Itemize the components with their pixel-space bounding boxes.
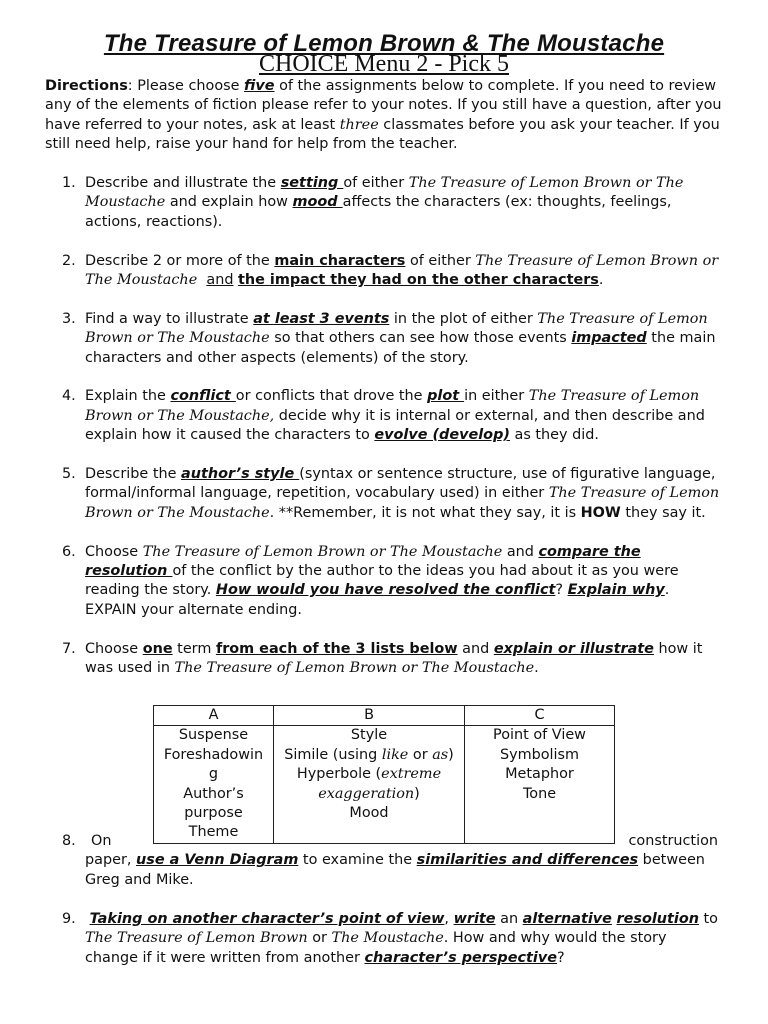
item-text: the main characters and other aspects (elements) of the story.: [85, 330, 716, 366]
item-number: 9.: [62, 911, 76, 927]
item-text: as they did.: [509, 427, 599, 444]
item-text: an: [495, 911, 523, 927]
keyword-write: write: [453, 911, 496, 927]
item-text: . EXPAIN your alternate ending.: [85, 582, 670, 618]
term: [274, 765, 464, 784]
item-number: 3.: [62, 310, 76, 327]
item-text-continued: [85, 851, 725, 890]
item-number: 1.: [62, 175, 76, 191]
item-text: .: [534, 660, 539, 677]
item-text: ?: [556, 949, 565, 966]
term: Author’s: [183, 785, 244, 802]
term: Style: [350, 727, 388, 744]
term: g: [208, 766, 219, 783]
item-text: they say it.: [620, 504, 706, 521]
item-text: Choose: [85, 640, 143, 657]
item-number: 6.: [62, 543, 76, 560]
assignment-item-2: [62, 252, 722, 291]
item-text: [197, 272, 206, 288]
assignment-item-5: [62, 465, 722, 523]
assignment-item-7: [62, 640, 722, 679]
item-text: affects the characters (ex: thoughts, feelings, actions, reactions).: [85, 194, 672, 230]
term: Theme: [188, 824, 239, 841]
term: Symbolism: [499, 746, 580, 763]
term: purpose: [184, 805, 243, 822]
item-number: 8.: [62, 833, 76, 849]
item-text: . How and why would the story change if it were written from another: [85, 930, 667, 966]
emphasis-three: three: [339, 116, 379, 133]
item-number: 5.: [62, 466, 76, 483]
item-text: or: [307, 930, 332, 947]
keyword-and: and: [206, 272, 234, 289]
term-part: as: [432, 746, 449, 763]
keyword-explain-illustrate: explain or illustrate: [493, 640, 654, 657]
item-text: term: [172, 640, 216, 657]
document-title: The Treasure of Lemon Brown & The Moustache: [103, 30, 665, 57]
directions-text: classmates before you ask your teacher. If you still need help, raise your hand for help from the teacher.: [45, 116, 720, 153]
term-part: Simile (using: [284, 746, 382, 763]
keyword-one: one: [142, 640, 173, 657]
term: [274, 746, 464, 765]
item-text: decide why it is internal or external, and then describe and explain how it caused the characters to: [85, 407, 705, 444]
assignment-item-9-wrapper: [62, 910, 722, 988]
keyword-conflict: conflict: [170, 388, 236, 405]
column-c-terms: [465, 726, 615, 843]
item-text: and explain how: [165, 194, 293, 211]
item-text: Describe the: [85, 466, 182, 483]
term: Point of View: [493, 727, 586, 744]
story-title: The Treasure of Lemon Brown or The Moustache: [85, 310, 708, 347]
term-part: like: [381, 746, 409, 763]
item-number: 4.: [62, 388, 76, 405]
keyword-how: HOW: [580, 504, 621, 521]
item-text: Describe and illustrate the: [85, 175, 281, 191]
item-text: or conflicts that drove the: [235, 388, 428, 405]
keyword-impact: the impact they had on the other characters: [238, 272, 599, 289]
item-text: how it was used in: [85, 640, 703, 677]
item-text: of either: [405, 252, 476, 269]
assignment-item-3: [62, 310, 722, 368]
keyword-main-characters: main characters: [274, 252, 406, 269]
item-text: ,: [444, 911, 454, 927]
keyword-setting: setting: [280, 175, 344, 191]
directions-label: Directions: [45, 78, 128, 94]
item-text: . **Remember, it is not what they say, it is: [269, 504, 581, 521]
item-text: .: [598, 272, 604, 289]
item-text: between Greg and Mike.: [85, 852, 705, 888]
item-text: Choose: [85, 543, 143, 560]
term: [274, 785, 464, 804]
item-text: Find a way to illustrate: [85, 310, 254, 327]
term: Metaphor: [505, 766, 574, 783]
document-subtitle: CHOICE Menu 2 - Pick 5: [259, 51, 509, 77]
story-title: The Moustache: [331, 930, 444, 947]
keyword-alternative: alternative: [522, 911, 612, 927]
keyword-resolution: resolution: [616, 911, 699, 927]
keyword-venn-diagram: use a Venn Diagram: [136, 852, 299, 869]
item-text: of the conflict by the author to the ideas you had about it as you were reading the story.: [85, 563, 679, 599]
keyword-mood: mood: [292, 194, 343, 211]
column-header-b: B: [274, 706, 465, 726]
keyword-each-list: from each of the 3 lists below: [215, 640, 458, 657]
term: Mood: [349, 805, 389, 822]
assignment-item-4: [62, 387, 722, 445]
assignment-item-9: [62, 910, 722, 968]
column-a-terms: [154, 726, 274, 843]
directions-text: : Please choose: [127, 78, 245, 94]
assignment-item-1: [62, 174, 722, 232]
item-text: so that others can see how those events: [269, 330, 572, 347]
item-text: ?: [555, 582, 568, 599]
item-number: 7.: [62, 640, 76, 657]
item-text: On: [91, 833, 112, 849]
keyword-point-of-view: Taking on another character’s point of view: [89, 911, 445, 927]
story-title: The Treasure of Lemon Brown or The Moustache: [85, 252, 719, 289]
directions-text: of the assignments below to complete. If you need to review any of the elements of fiction please refer to your notes. If you still have a question, after you have referred to your notes, ask at least: [45, 78, 722, 133]
term-part: Hyperbole (: [296, 766, 382, 783]
column-header-c: C: [465, 706, 615, 726]
term-part: ): [414, 785, 420, 802]
item-text: to: [698, 911, 718, 927]
term-part: or: [408, 746, 433, 763]
assignment-list: [62, 174, 722, 688]
assignment-item-6: [62, 543, 722, 621]
table-header-row: [154, 706, 615, 726]
item-text: and: [502, 543, 539, 560]
keyword-similarities: similarities and differences: [416, 852, 639, 869]
term: Foreshadowin: [163, 746, 264, 763]
keyword-evolve: evolve (develop): [374, 427, 510, 444]
item-text: of either: [343, 175, 409, 191]
item-text: (syntax or sentence structure, use of figurative language, formal/informal language, repetition, vocabulary used) in either: [85, 466, 716, 502]
item-text: construction: [628, 833, 718, 849]
story-title: The Treasure of Lemon Brown or The Moustache: [85, 485, 720, 521]
emphasis-five: five: [244, 78, 275, 94]
item-text: paper,: [85, 852, 137, 869]
term-part: ): [448, 746, 454, 763]
item-text: to examine the: [298, 852, 417, 869]
keyword-compare-resolution: compare the resolution: [85, 543, 641, 580]
keyword-events: at least 3 events: [253, 310, 390, 327]
keyword-how-resolved: How would you have resolved the conflict: [215, 582, 556, 599]
item-text: in either: [464, 388, 529, 405]
keyword-impacted: impacted: [571, 330, 647, 347]
item-text: Describe 2 or more of the: [85, 252, 275, 269]
story-title: The Treasure of Lemon Brown or The Moustache,: [85, 388, 700, 424]
item-text: Explain the: [85, 388, 171, 405]
column-b-terms: [274, 726, 465, 843]
term-part: exaggeration: [318, 785, 415, 802]
table-row: [154, 726, 615, 843]
term: Suspense: [178, 727, 249, 744]
literary-terms-table: [153, 705, 615, 844]
item-number: 2.: [62, 252, 76, 269]
keyword-perspective: character’s perspective: [364, 949, 557, 966]
item-text: and: [457, 640, 494, 657]
directions-paragraph: [45, 77, 730, 155]
story-title: The Treasure of Lemon Brown or The Moustache: [85, 175, 684, 211]
column-header-a: A: [154, 706, 274, 726]
keyword-authors-style: author’s style: [181, 466, 300, 483]
term: Tone: [522, 785, 557, 802]
term-part: extreme: [381, 766, 442, 783]
keyword-plot: plot: [427, 388, 465, 405]
keyword-explain-why: Explain why: [567, 582, 665, 599]
story-title: The Treasure of Lemon Brown or The Moustache: [174, 660, 535, 677]
story-title: The Treasure of Lemon Brown: [85, 930, 308, 947]
story-title: The Treasure of Lemon Brown or The Moustache: [142, 543, 503, 560]
item-text: in the plot of either: [389, 310, 538, 327]
